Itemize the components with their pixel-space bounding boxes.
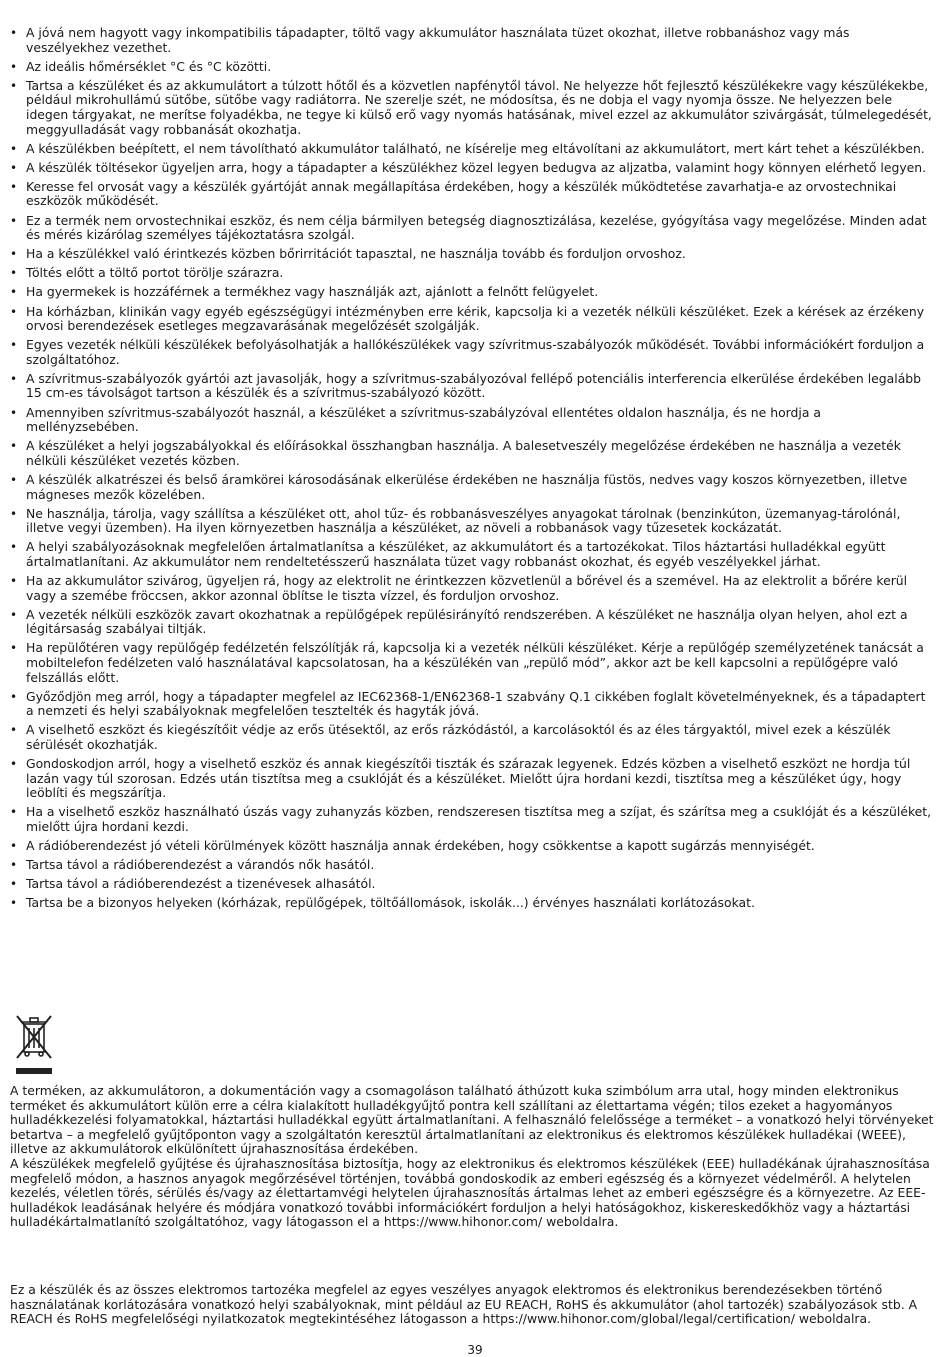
bullet-text: Egyes vezeték nélküli készülékek befolyásolhatják a hallókészülékek vagy szívritmus-szabályozók működését. További információkért forduljon a szolgáltatóhoz. [26, 337, 925, 367]
bullet-dot: • [10, 405, 18, 420]
bullet-dot: • [10, 213, 18, 228]
bullet-dot: • [10, 877, 18, 892]
bullet-dot: • [10, 439, 18, 454]
reach-paragraph: Ez a készülék és az összes elektromos tartozéka megfelel az egyes veszélyes anyagok elektromos és elektronikus berendezésekben történő használatának korlátozására vonatkozó helyi szabályoknak, mint például az EU REACH, RoHS és akkumulátor (ahol tartozék) szabályozások stb. A REACH és RoHS megfelelőségi nyilatkozatok megtekintéséhez látogasson a https://www.hihonor.com/global/legal/certification/ weboldalra. [10, 1282, 918, 1327]
bullet-text: A rádióberendezést jó vételi körülmények között használja annak érdekében, hogy csökkentse a kapott sugárzás mennyiségét. [26, 838, 815, 853]
bullet-text: A viselhető eszközt és kiegészítőit védje az erős ütésektől, az erős rázkódástól, a karcolásoktól és az éles tárgyaktól, mivel ezek a készülék sérülését okozhatják. [26, 722, 891, 752]
bullet-dot: • [10, 247, 18, 262]
bullet-item [10, 877, 935, 892]
bullet-dot: • [10, 723, 18, 738]
bullet-text: A jóvá nem hagyott vagy inkompatibilis tápadapter, töltő vagy akkumulátor használata tüzet okozhat, illetve robbanáshoz vagy más veszélyekhez vezethet. [26, 25, 850, 55]
bullet-item [10, 26, 935, 55]
bullet-dot: • [10, 26, 18, 40]
bullet-text: Tartsa a készüléket és az akkumulátort a túlzott hőtől és a közvetlen napfénytől távol. Ne helyezze hőt fejlesztő készülékekre vagy készülékekbe, például mikrohullámú sütőbe, sütőbe vagy radiátorra. Ne szerelje szét, ne módosítsa, és ne dobja el vagy nyomja össze. Ne helyezzen bele idegen tárgyakat, ne merítse folyadékba, ne tegye ki külső erő vagy nyomás hatásának, mivel ezzel az akkumulátor szivárgását, túlmelegedését, meggyulladását vagy robbanását okozhatja. [26, 77, 932, 137]
bullet-item [10, 338, 935, 367]
bullet-dot: • [10, 689, 18, 704]
weee-paragraph-1: A terméken, az akkumulátoron, a dokumentáción vagy a csomagoláson található áthúzott kuka szimbólum arra utal, hogy minden elektronikus terméket és akkumulátort külön erre a célra kialakított hulladékgyűjtő pontra kell szállítani az élettartama végén; tilos ezeket a hagyományos hulladékkezelési folyamatokkal, háztartási hulladékkal együtt ártalmatlanítani. A felhasználó felelőssége a terméket – a vonatkozó helyi törvényeket betartva – a megfelelő gyűjtőponton vagy a szolgáltatón keresztül ártalmatlanítani az elektronikus és elektromos készülékek hulladékai (WEEE), illetve az akkumulátorok elkülönített újrahasznosítása érdekében. [10, 1083, 934, 1157]
bullet-text: A készülék alkatrészei és belső áramkörei károsodásának elkerülése érdekében ne használja füstös, nedves vagy koszos környezetben, illetve mágneses mezők közelében. [26, 471, 908, 502]
weee-section [10, 1084, 935, 1230]
bullet-item [10, 406, 935, 435]
bullet-dot: • [10, 506, 18, 521]
bullet-item [10, 439, 935, 468]
bullet-text: Ez a termék nem orvostechnikai eszköz, és nem célja bármilyen betegség diagnosztizálása, kezelése, gyógyítása vagy megelőzése. Minden adat és mérés kizárólag személyes tájékoztatásra szolgál. [26, 212, 927, 243]
bullet-dot: • [10, 371, 18, 386]
bullet-text: Ha az akkumulátor szivárog, ügyeljen rá, hogy az elektrolit ne érintkezzen közvetlenül a bőrével és a szemével. Ha az elektrolit a bőrére kerül vagy a szemébe fröccsen, akkor azonnal öblítse le tiszta vízzel, és forduljon orvoshoz. [26, 573, 908, 603]
bullet-text: Töltés előtt a töltő portot törölje szárazra. [26, 265, 284, 281]
bullet-dot: • [10, 896, 18, 911]
bullet-text: Ha gyermekek is hozzáférnek a termékhez vagy használják azt, ajánlott a felnőtt felügyelet. [26, 284, 599, 300]
bullet-text: Ha repülőtéren vagy repülőgép fedélzetén felszólítják rá, kapcsolja ki a vezeték nélküli készüléket. Kérje a repülőgép személyzetének tanácsát a mobiltelefon fedélzeten való használatával kapcsolatosan, ha a készülékén van „repülő mód”, akkor azt be kell kapcsolni a repülőgépre való felszállás előtt. [26, 640, 924, 685]
bullet-text: Győződjön meg arról, hogy a tápadapter megfelel az IEC62368-1/EN62368-1 szabvány Q.1 cikkében foglalt követelményeknek, és a tápadaptert a nemzeti és helyi szabályoknak megfelelően tesztelték és hagyták jóvá. [26, 688, 926, 719]
safety-bullet-list [10, 26, 935, 915]
bullet-item [10, 608, 935, 637]
bullet-dot: • [10, 338, 18, 353]
bullet-dot: • [10, 304, 18, 319]
reach-section [10, 1283, 935, 1327]
bullet-text: A készülék töltésekor ügyeljen arra, hogy a tápadapter a készülékhez közel legyen bedugva az aljzatba, valamint hogy könnyen elérhető legyen. [26, 159, 927, 175]
bullet-item [10, 247, 935, 262]
bullet-dot: • [10, 266, 18, 281]
bullet-dot: • [10, 141, 18, 156]
bullet-dot: • [10, 78, 18, 93]
page-number: 39 [467, 1343, 483, 1357]
bullet-item [10, 839, 935, 854]
weee-paragraph-2: A készülékek megfelelő gyűjtése és újrahasznosítása biztosítja, hogy az elektronikus és elektromos készülékek (EEE) hulladékának újrahasznosítása megfelelő módon, a hasznos anyagok megőrzésével történjen, továbbá gondoskodik az emberi egészség és a környezet védelméről. A helytelen kezelés, véletlen törés, sérülés és/vagy az élettartamvégi helytelen újrahasznosítás ártalmas lehet az emberi egészségre és a környezetre. Az EEE-hulladékok leadásának helyére és módjára vonatkozó további információkért forduljon a helyi hatóságokhoz, kiskereskedőkhöz vagy a háztartási hulladékártalmatlanító szolgáltatóhoz, vagy látogasson el a https://www.hihonor.com/ weboldalra. [10, 1155, 930, 1230]
bullet-item [10, 266, 935, 281]
bullet-text: Amennyiben szívritmus-szabályozót használ, a készüléket a szívritmus-szabályzóval ellentétes oldalon használja, és ne hordja a mellényzsebében. [26, 404, 821, 435]
bullet-item [10, 723, 935, 752]
bullet-item [10, 79, 935, 137]
bullet-dot: • [10, 179, 18, 194]
bullet-text: Keresse fel orvosát vagy a készülék gyártóját annak megállapítása érdekében, hogy a készülék működtetése zavarhatja-e az orvostechnikai eszközök működését. [26, 178, 897, 209]
bullet-item [10, 305, 935, 334]
bullet-text: A készüléket a helyi jogszabályokkal és előírásokkal összhangban használja. A balesetveszély megelőzése érdekében ne használja a vezeték nélküli készüléket vezetés közben. [26, 438, 901, 468]
bullet-dot: • [10, 160, 18, 175]
bullet-item [10, 161, 935, 176]
crossed-out-wheelie-bin-icon [14, 1012, 54, 1076]
bullet-text: A helyi szabályozásoknak megfelelően ártalmatlanítsa a készüléket, az akkumulátort és a tartozékokat. Tilos háztartási hulladékkal együtt ártalmatlanítani. Az akkumulátor nem rendeltetésszerű használata tüzet vagy robbanást okozhat, és egyéb veszélyekkel járhat. [26, 539, 886, 569]
bullet-dot: • [10, 805, 18, 820]
bullet-item [10, 60, 935, 75]
bullet-item [10, 690, 935, 719]
bullet-text: A szívritmus-szabályozók gyártói azt javasolják, hogy a szívritmus-szabályozóval fellépő potenciális interferencia elkerülése érdekében legalább 15 cm-es távolságot tartson a készülék és a szívritmus-szabályozó között. [26, 370, 922, 401]
bullet-text: Ha a viselhető eszköz használható úszás vagy zuhanyzás közben, rendszeresen tisztítsa meg a szíjat, és szárítsa meg a csuklóját és a készüléket, mielőtt újra hordani kezdi. [26, 804, 932, 834]
bullet-item [10, 142, 935, 157]
bullet-dot: • [10, 472, 18, 487]
bullet-dot: • [10, 540, 18, 555]
bullet-item [10, 858, 935, 873]
bullet-text: Ne használja, tárolja, vagy szállítsa a készüléket ott, ahol tűz- és robbanásveszélyes anyagokat tárolnak (benzinkúton, üzemanyag-tárolónál, illetve vegyi üzemben). Ha ilyen környezetben használja a készüléket, az növeli a robbanások vagy tűzesetek kockázatát. [26, 505, 901, 536]
bullet-text: Gondoskodjon arról, hogy a viselhető eszköz és annak kiegészítői tiszták és szárazak legyenek. Edzés közben a viselhető eszközt ne hordja túl lazán vagy túl szorosan. Edzés után tisztítsa meg a csuklóját és a készüléket. Mielőtt újra hordani kezdi, tisztítsa meg a készüléket úgy, hogy leöblíti és megszárítja. [26, 756, 911, 801]
bullet-text: Tartsa távol a rádióberendezést a tizenévesek alhasától. [26, 876, 376, 892]
bullet-text: A készülékben beépített, el nem távolítható akkumulátor található, ne kísérelje meg eltávolítani az akkumulátort, mert kárt tehet a készülékben. [26, 140, 925, 156]
bullet-item [10, 180, 935, 209]
bullet-dot: • [10, 641, 18, 656]
bullet-item [10, 574, 935, 603]
bullet-text: A vezeték nélküli eszközök zavart okozhatnak a repülőgépek repülésirányító rendszerében. A készüléket ne használja olyan helyen, ahol ezt a légitársaság szabályai tiltják. [26, 606, 908, 637]
bullet-item [10, 641, 935, 685]
bullet-text: Ha a készülékkel való érintkezés közben bőrirritációt tapasztal, ne használja tovább és forduljon orvoshoz. [26, 246, 686, 262]
bullet-item [10, 540, 935, 569]
bullet-text: Tartsa távol a rádióberendezést a várandós nők hasától. [26, 857, 375, 873]
bullet-item [10, 372, 935, 401]
bullet-dot: • [10, 574, 18, 588]
bullet-item [10, 896, 935, 911]
bullet-item [10, 805, 935, 834]
bullet-dot: • [10, 59, 18, 74]
bullet-text: Az ideális hőmérséklet °C és °C közötti. [26, 58, 272, 74]
bullet-text: Ha kórházban, klinikán vagy egyéb egészségügyi intézményben erre kérik, kapcsolja ki a vezeték nélküli készüléket. Ezek a kérések az érzékeny orvosi berendezések esetleges megzavarásának megelőzését szolgálják. [26, 303, 925, 334]
bullet-dot: • [10, 858, 18, 873]
bullet-dot: • [10, 839, 18, 853]
bullet-item [10, 214, 935, 243]
bullet-dot: • [10, 757, 18, 772]
bullet-dot: • [10, 607, 18, 622]
bullet-item [10, 285, 935, 300]
bullet-item [10, 507, 935, 536]
bullet-item [10, 473, 935, 502]
bullet-dot: • [10, 285, 18, 300]
bullet-text: Tartsa be a bizonyos helyeken (kórházak, repülőgépek, töltőállomások, iskolák...) érvényes használati korlátozásokat. [26, 895, 755, 911]
bullet-item [10, 757, 935, 801]
